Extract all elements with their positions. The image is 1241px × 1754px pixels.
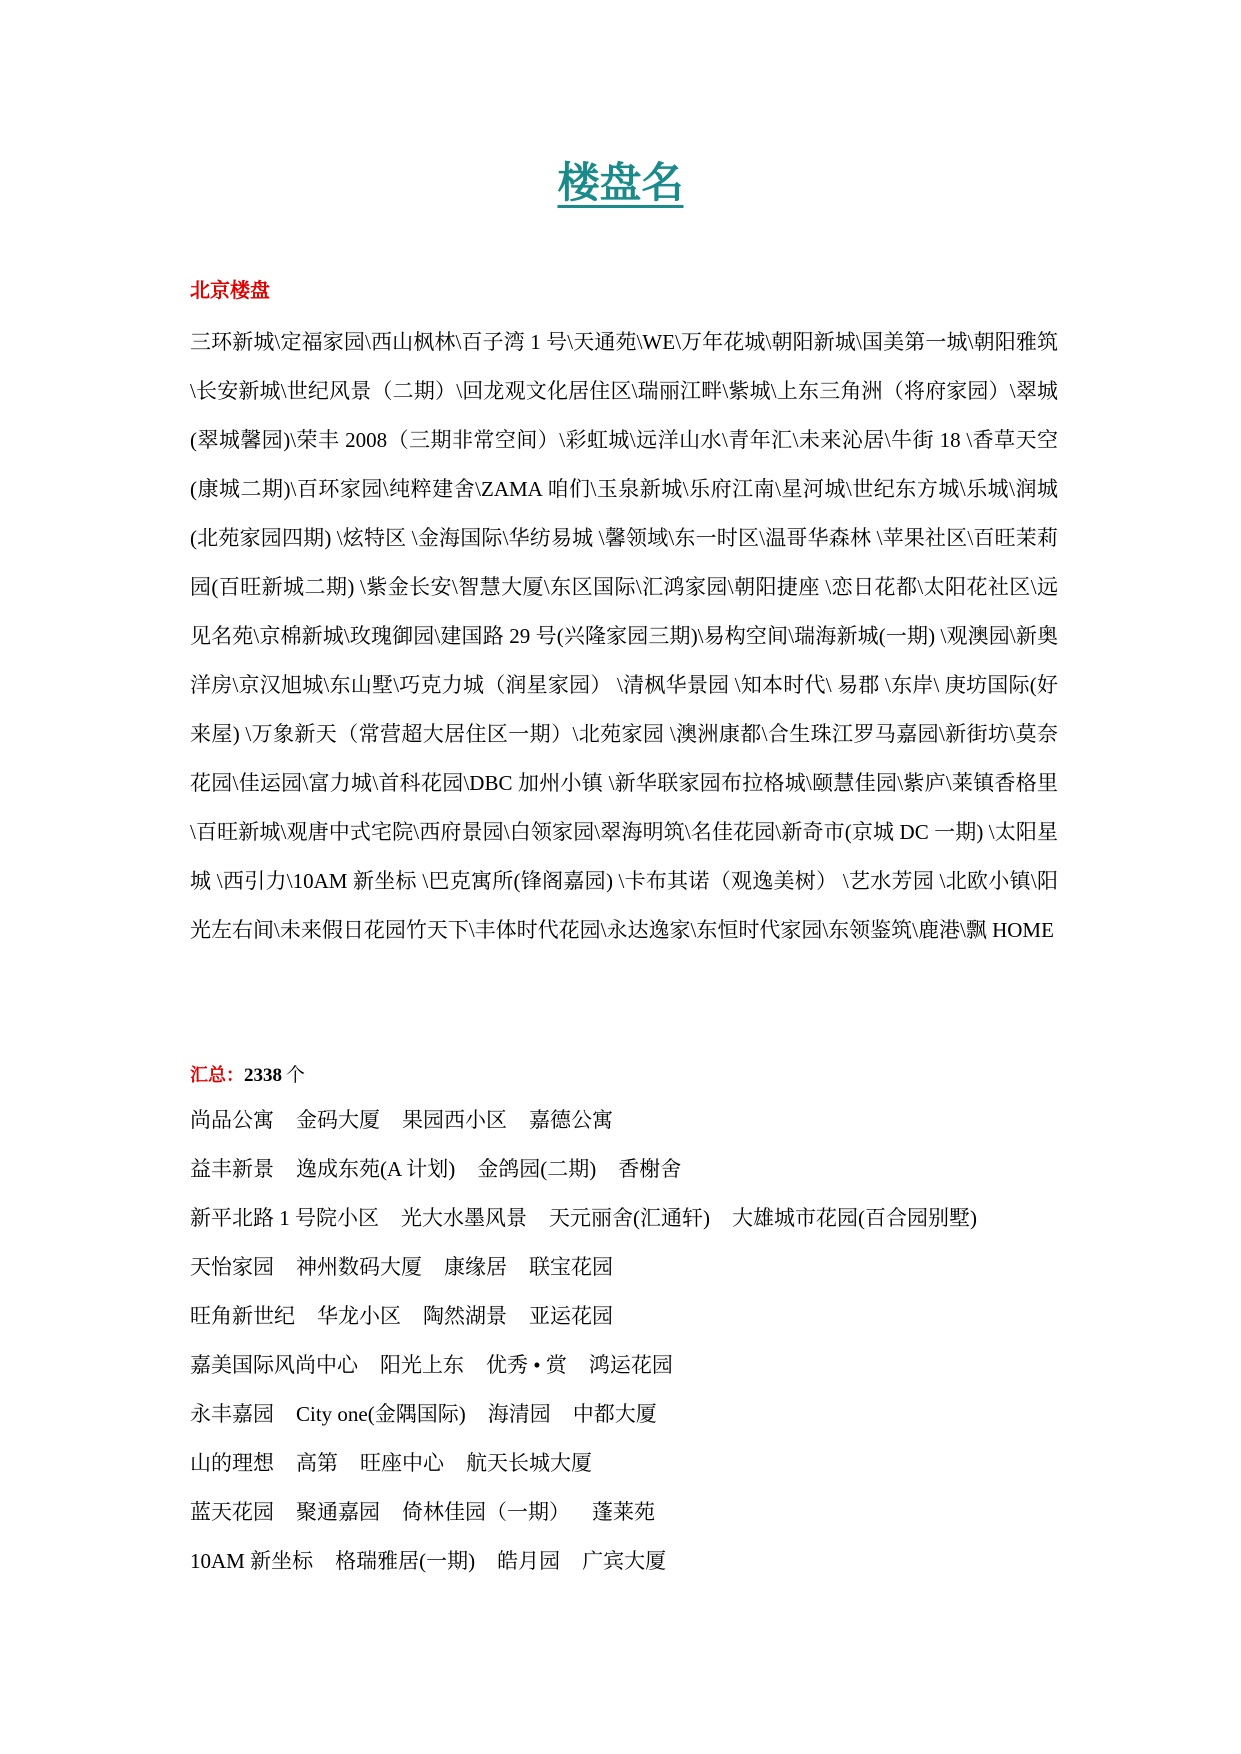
estate-rows [190, 1096, 999, 1586]
list-item [190, 1096, 999, 1145]
estate-name: 金鸽园(二期) [477, 1157, 597, 1181]
estate-name: 天元丽舍(汇通轩) [549, 1206, 710, 1230]
estate-name: 果园西小区 [402, 1108, 507, 1132]
estate-name: 嘉美国际风尚中心 [190, 1353, 358, 1377]
list-item [190, 1243, 999, 1292]
estate-name: 格瑞雅居(一期) [335, 1549, 476, 1573]
estate-name: 山的理想 [190, 1451, 274, 1475]
summary-line [190, 1060, 305, 1087]
estate-name: 神州数码大厦 [296, 1255, 422, 1279]
estate-name: 陶然湖景 [423, 1304, 507, 1328]
estate-name: City one(金隅国际) [296, 1402, 466, 1426]
estate-name: 大雄城市花园(百合园别墅) [732, 1206, 977, 1230]
page-title: 楼盘名 [557, 158, 684, 207]
section-heading-beijing: 北京楼盘 [190, 278, 270, 302]
summary-count: 2338 [244, 1065, 282, 1086]
list-item [190, 1488, 999, 1537]
estate-name: 旺座中心 [360, 1451, 444, 1475]
list-item [190, 1145, 999, 1194]
estate-name: 阳光上东 [380, 1353, 464, 1377]
estate-name: 康缘居 [444, 1255, 507, 1279]
estate-name: 亚运花园 [529, 1304, 613, 1328]
estate-name: 金码大厦 [296, 1108, 380, 1132]
estate-name: 鸿运花园 [588, 1353, 673, 1377]
estate-name: 高第 [296, 1451, 338, 1475]
estate-name: 优秀 • 赏 [486, 1353, 567, 1377]
list-item [190, 1390, 999, 1439]
estate-name: 永丰嘉园 [190, 1402, 274, 1426]
summary-unit: 个 [285, 1065, 305, 1086]
list-item [190, 1292, 999, 1341]
estate-name: 蓬莱苑 [592, 1500, 655, 1524]
estate-name: 尚品公寓 [190, 1108, 274, 1132]
estate-name: 光大水墨风景 [401, 1206, 527, 1230]
estate-name: 海清园 [487, 1402, 551, 1426]
estate-name: 倚林佳园（一期） [402, 1500, 570, 1524]
estate-name: 蓝天花园 [190, 1500, 274, 1524]
estate-name: 皓月园 [497, 1549, 561, 1573]
estate-name: 新平北路 1 号院小区 [190, 1206, 379, 1230]
estate-name: 中都大厦 [572, 1402, 657, 1426]
estate-name: 10AM 新坐标 [190, 1549, 314, 1573]
estate-name: 逸成东苑(A 计划) [296, 1157, 456, 1181]
list-item [190, 1341, 999, 1390]
estate-name: 香榭舍 [618, 1157, 682, 1181]
list-item [190, 1194, 999, 1243]
list-item [190, 1439, 999, 1488]
estate-list-paragraph: 三环新城\定福家园\西山枫林\百子湾 1 号\天通苑\WE\万年花城\朝阳新城\国美第一城\朝阳雅筑\长安新城\世纪风景（二期）\回龙观文化居住区\瑞丽江畔\紫城\上东三角洲（将府家园）\翠城(翠城馨园)\荣丰 2008（三期非常空间）\彩虹城\远洋山水\青年汇\未来沁居\牛街 18 \香草天空(康城二期)\百环家园\纯粹建舍\ZAMA 咱们\玉泉新城\乐府江南\星河城\世纪东方城\乐城\润城(北苑家园四期) \炫特区 \金海国际\华纺易城 \馨领域\东一时区\温哥华森林 \苹果社区\百旺茉莉园(百旺新城二期) \紫金长安\智慧大厦\东区国际\汇鸿家园\朝阳捷座 \恋日花都\太阳花社区\远见名苑\京棉新城\玫瑰御园\建国路 29 号(兴隆家园三期)\易构空间\瑞海新城(一期) \观澳园\新奥洋房\京汉旭城\东山墅\巧克力城（润星家园） \清枫华景园 \知本时代\ 易郡 \东岸\ 庚坊国际(好来屋) \万象新天（常营超大居住区一期）\北苑家园 \澳洲康都\合生珠江罗马嘉园\新街坊\莫奈花园\佳运园\富力城\首科花园\DBC 加州小镇 \新华联家园布拉格城\颐慧佳园\紫庐\莱镇香格里\百旺新城\观唐中式宅院\西府景园\白领家园\翠海明筑\名佳花园\新奇市(京城 DC 一期) \太阳星城 \西引力\10AM 新坐标 \巴克寓所(锋阁嘉园) \卡布其诺（观逸美树） \艺水芳园 \北欧小镇\阳光左右间\未来假日花园竹天下\丰体时代花园\永达逸家\东恒时代家园\东领鉴筑\鹿港\飘 HOME [190, 330, 1058, 942]
list-item [190, 1537, 999, 1586]
estate-name: 天怡家园 [190, 1255, 274, 1279]
estate-name: 联宝花园 [529, 1255, 613, 1279]
estate-name: 旺角新世纪 [190, 1304, 295, 1328]
estate-name: 益丰新景 [190, 1157, 274, 1181]
summary-label: 汇总： [190, 1065, 244, 1086]
estate-name: 航天长城大厦 [466, 1451, 592, 1475]
estate-name: 华龙小区 [317, 1304, 401, 1328]
estate-name: 聚通嘉园 [296, 1500, 380, 1524]
estate-name: 嘉德公寓 [529, 1108, 613, 1132]
estate-name: 广宾大厦 [582, 1549, 667, 1573]
